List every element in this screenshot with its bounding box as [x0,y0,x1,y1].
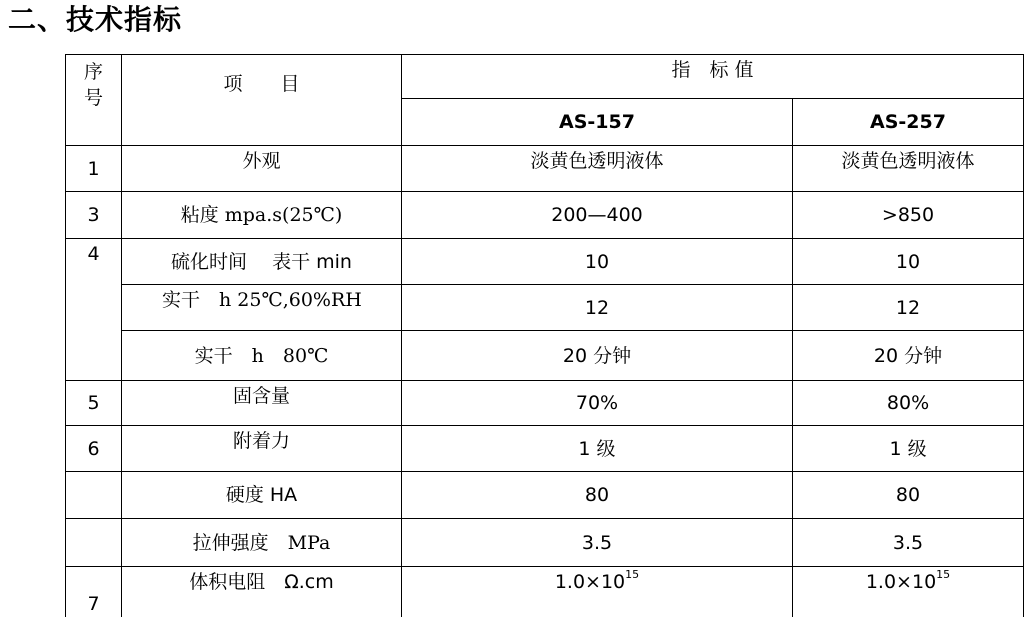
cell-value-b: >850 [793,192,1024,239]
cell-seq: 4 [66,239,122,381]
cell-item: 硫化时间 表干 min [122,239,402,285]
cell-seq: 7 [66,567,122,617]
cell-value-a: 10 [402,239,793,285]
value-a-exponent: 15 [625,567,640,581]
table-row [66,239,1024,285]
cell-value-b: 12 [793,285,1024,331]
cell-seq [66,472,122,519]
table-row [66,331,1024,381]
cell-value-a: 70% [402,381,793,426]
cell-value-b: 3.5 [793,519,1024,567]
cell-seq: 3 [66,192,122,239]
cell-value-b: 1 级 [793,426,1024,472]
header-seq: 序号 [66,55,122,146]
cell-item: 硬度 HA [122,472,402,519]
cell-seq: 6 [66,426,122,472]
cell-value-a: 3.5 [402,519,793,567]
cell-value-a: 1 级 [402,426,793,472]
cell-item: 实干 h 80℃ [122,331,402,381]
value-a-base: 1.0×10 [554,571,626,593]
header-model-a: AS-157 [402,99,793,146]
cell-value-a: 80 [402,472,793,519]
table-row [66,472,1024,519]
header-model-b: AS-257 [793,99,1024,146]
section-heading: 二、技术指标 [8,3,183,36]
header-value-group: 指 标 值 [402,55,1024,99]
cell-value-b: 淡黄色透明液体 [793,146,1024,192]
cell-value-a [402,567,793,617]
table-row [66,192,1024,239]
cell-seq [66,519,122,567]
value-b-base: 1.0×10 [865,571,937,593]
table-row [66,381,1024,426]
header-item: 项 目 [122,55,402,146]
cell-value-b: 80% [793,381,1024,426]
cell-item: 附着力 [122,426,402,472]
table-row [66,146,1024,192]
cell-item: 固含量 [122,381,402,426]
cell-item: 体积电阻 Ω.cm [122,567,402,617]
cell-seq: 1 [66,146,122,192]
spec-table [65,54,1024,617]
cell-seq: 5 [66,381,122,426]
cell-item: 实干 h 25℃,60%RH [122,285,402,331]
cell-value-a: 12 [402,285,793,331]
table-row [66,519,1024,567]
cell-value-a: 淡黄色透明液体 [402,146,793,192]
cell-value-b: 80 [793,472,1024,519]
cell-value-b [793,567,1024,617]
cell-value-b: 10 [793,239,1024,285]
cell-value-b: 20 分钟 [793,331,1024,381]
cell-item: 外观 [122,146,402,192]
cell-value-a: 20 分钟 [402,331,793,381]
value-b-exponent: 15 [936,567,951,581]
cell-item: 拉伸强度 MPa [122,519,402,567]
table-row [66,285,1024,331]
table-row [66,426,1024,472]
table-row [66,567,1024,617]
cell-value-a: 200—400 [402,192,793,239]
cell-item: 粘度 mpa.s(25℃) [122,192,402,239]
